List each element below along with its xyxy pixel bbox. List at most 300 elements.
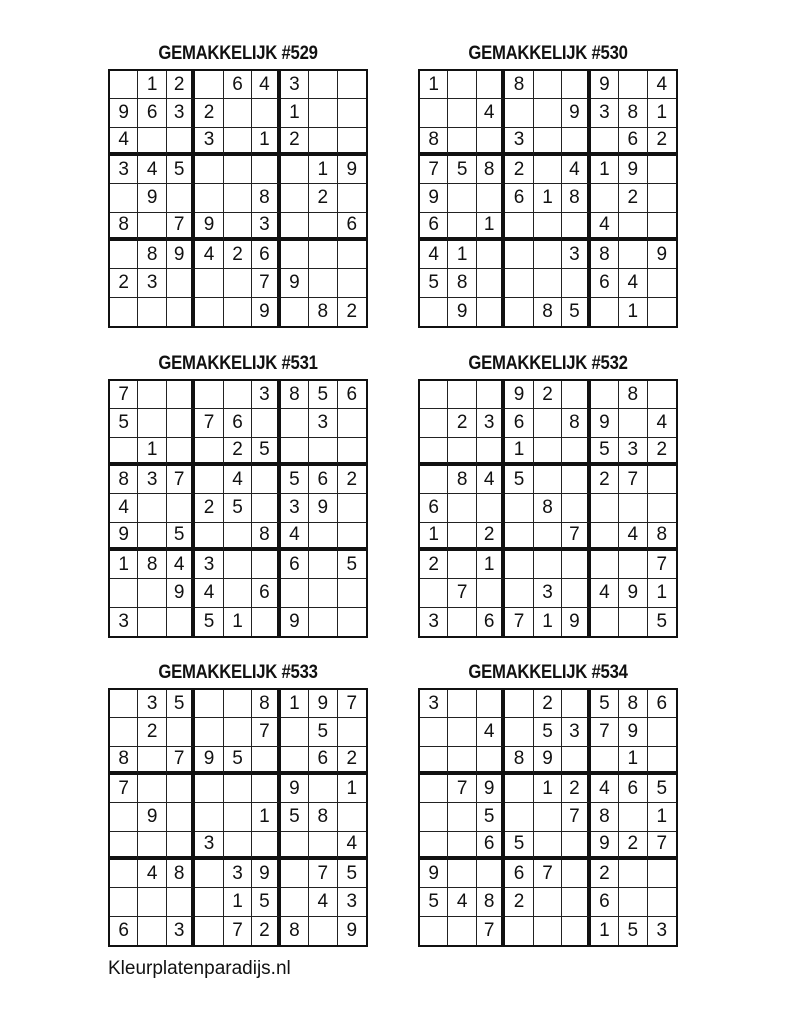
sudoku-cell: 2 [224, 438, 252, 466]
sudoku-cell [138, 747, 166, 775]
sudoku-cell [224, 579, 252, 607]
sudoku-cell: 9 [195, 747, 223, 775]
sudoku-cell [477, 690, 505, 718]
sudoku-cell [477, 71, 505, 99]
sudoku-cell: 3 [534, 579, 562, 607]
sudoku-cell [562, 128, 590, 156]
sudoku-cell [110, 888, 138, 916]
sudoku-cell: 2 [534, 690, 562, 718]
sudoku-cell: 4 [648, 71, 676, 99]
sudoku-cell: 5 [338, 551, 366, 579]
sudoku-cell [281, 438, 309, 466]
sudoku-cell: 9 [338, 156, 366, 184]
sudoku-cell [309, 128, 337, 156]
sudoku-cell: 9 [167, 241, 195, 269]
sudoku-cell [281, 409, 309, 437]
sudoku-cell [534, 71, 562, 99]
sudoku-cell: 8 [167, 860, 195, 888]
sudoku-cell: 9 [420, 184, 448, 212]
sudoku-cell [195, 888, 223, 916]
sudoku-cell: 2 [138, 718, 166, 746]
sudoku-cell [195, 690, 223, 718]
sudoku-cell [338, 128, 366, 156]
sudoku-cell: 8 [619, 99, 647, 127]
sudoku-cell: 5 [505, 832, 533, 860]
sudoku-cell: 7 [338, 690, 366, 718]
puzzle-title: GEMAKKELIJK #533 [158, 662, 318, 683]
sudoku-cell: 2 [195, 494, 223, 522]
sudoku-cell: 1 [138, 438, 166, 466]
sudoku-cell: 3 [619, 438, 647, 466]
sudoku-cell: 2 [505, 156, 533, 184]
sudoku-cell: 6 [591, 269, 619, 297]
sudoku-cell [448, 608, 476, 636]
sudoku-cell: 8 [591, 803, 619, 831]
sudoku-cell: 6 [505, 860, 533, 888]
sudoku-cell [448, 71, 476, 99]
sudoku-grid [108, 379, 368, 638]
sudoku-cell [562, 494, 590, 522]
sudoku-cell [591, 128, 619, 156]
sudoku-cell [338, 718, 366, 746]
puzzle-title: GEMAKKELIJK #534 [468, 662, 628, 683]
sudoku-cell [224, 690, 252, 718]
sudoku-cell: 9 [110, 99, 138, 127]
sudoku-cell [110, 803, 138, 831]
sudoku-cell [448, 494, 476, 522]
sudoku-cell [110, 184, 138, 212]
sudoku-cell [252, 775, 280, 803]
sudoku-cell: 2 [591, 466, 619, 494]
sudoku-cell [224, 775, 252, 803]
sudoku-cell [562, 438, 590, 466]
sudoku-cell: 1 [252, 803, 280, 831]
sudoku-cell: 4 [420, 241, 448, 269]
sudoku-cell [448, 747, 476, 775]
sudoku-cell: 8 [138, 241, 166, 269]
sudoku-cell [448, 381, 476, 409]
sudoku-cell: 6 [110, 917, 138, 945]
sudoku-cell: 7 [648, 551, 676, 579]
sudoku-cell: 3 [110, 156, 138, 184]
sudoku-cell [252, 832, 280, 860]
sudoku-cell [281, 888, 309, 916]
sudoku-cell [648, 298, 676, 326]
sudoku-cell [338, 523, 366, 551]
sudoku-cell: 3 [252, 213, 280, 241]
sudoku-cell [534, 269, 562, 297]
sudoku-cell [562, 551, 590, 579]
sudoku-cell: 7 [477, 917, 505, 945]
sudoku-cell: 9 [477, 775, 505, 803]
sudoku-cell: 6 [252, 241, 280, 269]
sudoku-cell [138, 494, 166, 522]
sudoku-cell: 9 [591, 832, 619, 860]
sudoku-cell: 9 [619, 718, 647, 746]
sudoku-cell: 1 [534, 775, 562, 803]
sudoku-cell [619, 241, 647, 269]
sudoku-cell: 6 [281, 551, 309, 579]
sudoku-cell [420, 99, 448, 127]
sudoku-cell [505, 690, 533, 718]
sudoku-cell: 2 [110, 269, 138, 297]
sudoku-cell [281, 156, 309, 184]
sudoku-cell [505, 523, 533, 551]
sudoku-cell [591, 747, 619, 775]
sudoku-cell [309, 438, 337, 466]
sudoku-cell: 2 [224, 241, 252, 269]
sudoku-cell [167, 718, 195, 746]
sudoku-cell [448, 128, 476, 156]
sudoku-cell: 1 [477, 551, 505, 579]
sudoku-cell: 4 [110, 128, 138, 156]
sudoku-cell [420, 579, 448, 607]
sudoku-cell: 7 [167, 213, 195, 241]
sudoku-cell [338, 494, 366, 522]
sudoku-cell [224, 381, 252, 409]
sudoku-cell [252, 494, 280, 522]
sudoku-cell [110, 71, 138, 99]
sudoku-cell: 9 [420, 860, 448, 888]
sudoku-cell: 4 [619, 269, 647, 297]
sudoku-cell [138, 579, 166, 607]
sudoku-cell: 2 [619, 832, 647, 860]
sudoku-cell [562, 747, 590, 775]
sudoku-cell: 2 [619, 184, 647, 212]
sudoku-cell: 5 [534, 718, 562, 746]
sudoku-cell [420, 917, 448, 945]
sudoku-cell [309, 71, 337, 99]
sudoku-cell [338, 803, 366, 831]
puzzle-title: GEMAKKELIJK #529 [158, 43, 318, 64]
sudoku-cell: 7 [224, 917, 252, 945]
sudoku-cell: 8 [591, 241, 619, 269]
sudoku-cell [448, 438, 476, 466]
sudoku-cell: 8 [110, 466, 138, 494]
sudoku-cell: 7 [167, 466, 195, 494]
sudoku-cell [309, 551, 337, 579]
sudoku-cell [195, 917, 223, 945]
sudoku-cell: 8 [448, 466, 476, 494]
sudoku-cell [338, 608, 366, 636]
sudoku-cell [648, 381, 676, 409]
sudoku-cell [252, 99, 280, 127]
sudoku-cell [252, 466, 280, 494]
sudoku-cell: 7 [534, 860, 562, 888]
sudoku-cell: 2 [648, 128, 676, 156]
sudoku-cell [195, 466, 223, 494]
sudoku-cell: 7 [252, 718, 280, 746]
sudoku-cell: 2 [448, 409, 476, 437]
sudoku-cell [477, 494, 505, 522]
sudoku-cell [562, 832, 590, 860]
sudoku-cell [309, 775, 337, 803]
sudoku-cell: 6 [505, 184, 533, 212]
sudoku-cell [619, 409, 647, 437]
sudoku-cell [477, 747, 505, 775]
sudoku-cell [448, 99, 476, 127]
sudoku-cell: 1 [281, 690, 309, 718]
sudoku-cell: 8 [252, 184, 280, 212]
sudoku-cell [167, 128, 195, 156]
sudoku-cell [420, 747, 448, 775]
sudoku-cell: 9 [346, 920, 358, 942]
sudoku-cell [448, 690, 476, 718]
sudoku-cell: 4 [591, 213, 619, 241]
sudoku-cell: 3 [420, 690, 448, 718]
sudoku-cell [648, 156, 676, 184]
sudoku-cell: 9 [281, 608, 309, 636]
sudoku-cell [562, 860, 590, 888]
sudoku-cell: 3 [591, 99, 619, 127]
sudoku-cell [281, 241, 309, 269]
sudoku-grid [108, 69, 368, 328]
sudoku-cell: 3 [138, 690, 166, 718]
sudoku-cell [448, 213, 476, 241]
sudoku-cell: 9 [195, 213, 223, 241]
sudoku-cell [338, 409, 366, 437]
sudoku-cell: 9 [534, 747, 562, 775]
sudoku-cell [505, 99, 533, 127]
sudoku-cell: 9 [281, 269, 309, 297]
sudoku-grid [108, 688, 368, 947]
sudoku-cell [562, 690, 590, 718]
sudoku-cell [224, 213, 252, 241]
sudoku-cell: 5 [505, 466, 533, 494]
sudoku-cell: 2 [420, 551, 448, 579]
sudoku-cell: 5 [309, 718, 337, 746]
sudoku-cell [505, 494, 533, 522]
sudoku-cell: 8 [534, 494, 562, 522]
sudoku-cell [224, 269, 252, 297]
sudoku-cell [195, 523, 223, 551]
sudoku-cell: 2 [252, 917, 280, 945]
sudoku-cell: 6 [477, 608, 505, 636]
sudoku-cell: 1 [224, 888, 252, 916]
sudoku-cell: 9 [138, 803, 166, 831]
sudoku-cell [420, 438, 448, 466]
sudoku-cell: 4 [252, 71, 280, 99]
sudoku-cell [477, 269, 505, 297]
sudoku-cell: 8 [252, 523, 280, 551]
sudoku-cell [448, 184, 476, 212]
sudoku-cell: 8 [477, 156, 505, 184]
sudoku-cell: 9 [619, 579, 647, 607]
sudoku-cell: 4 [591, 775, 619, 803]
sudoku-cell: 6 [619, 775, 647, 803]
sudoku-cell: 7 [252, 269, 280, 297]
sudoku-cell: 1 [110, 551, 138, 579]
sudoku-cell [338, 99, 366, 127]
sudoku-cell [648, 213, 676, 241]
sudoku-cell [562, 579, 590, 607]
sudoku-cell [281, 213, 309, 241]
sudoku-cell: 9 [505, 381, 533, 409]
sudoku-cell: 7 [195, 409, 223, 437]
sudoku-cell: 1 [338, 775, 366, 803]
sudoku-cell: 6 [477, 832, 505, 860]
sudoku-cell [648, 888, 676, 916]
sudoku-cell: 5 [167, 523, 195, 551]
sudoku-cell [448, 551, 476, 579]
sudoku-cell: 4 [281, 523, 309, 551]
sudoku-cell: 2 [648, 438, 676, 466]
sudoku-cell [420, 718, 448, 746]
sudoku-cell [167, 269, 195, 297]
sudoku-cell: 1 [138, 71, 166, 99]
sudoku-cell [224, 551, 252, 579]
sudoku-cell: 5 [591, 690, 619, 718]
sudoku-cell: 1 [420, 523, 448, 551]
sudoku-cell [420, 298, 448, 326]
sudoku-cell: 5 [167, 156, 195, 184]
sudoku-cell: 6 [420, 213, 448, 241]
sudoku-cell: 6 [591, 888, 619, 916]
sudoku-cell: 6 [309, 747, 337, 775]
sudoku-cell: 1 [648, 803, 676, 831]
sudoku-cell: 5 [656, 611, 668, 633]
sudoku-cell: 9 [591, 71, 619, 99]
sudoku-cell [505, 298, 533, 326]
sudoku-cell: 8 [309, 803, 337, 831]
sudoku-cell [252, 551, 280, 579]
sudoku-cell: 4 [167, 551, 195, 579]
sudoku-cell: 3 [252, 381, 280, 409]
sudoku-cell [138, 213, 166, 241]
sudoku-cell [562, 269, 590, 297]
sudoku-cell [110, 860, 138, 888]
sudoku-cell: 1 [648, 99, 676, 127]
sudoku-cell: 2 [534, 381, 562, 409]
sudoku-cell [505, 269, 533, 297]
sudoku-cell [309, 269, 337, 297]
sudoku-cell [505, 213, 533, 241]
sudoku-cell [648, 269, 676, 297]
sudoku-cell [477, 241, 505, 269]
sudoku-cell [338, 241, 366, 269]
sudoku-cell: 2 [346, 301, 358, 323]
sudoku-cell: 4 [648, 409, 676, 437]
sudoku-cell [309, 608, 337, 636]
sudoku-cell [167, 494, 195, 522]
sudoku-cell [448, 917, 476, 945]
sudoku-cell: 9 [138, 184, 166, 212]
sudoku-cell [448, 523, 476, 551]
sudoku-cell: 5 [224, 494, 252, 522]
sudoku-cell: 4 [195, 579, 223, 607]
sudoku-cell: 8 [448, 269, 476, 297]
sudoku-cell [281, 747, 309, 775]
sudoku-cell: 3 [195, 128, 223, 156]
sudoku-cell: 7 [505, 608, 533, 636]
sudoku-cell [195, 298, 223, 326]
sudoku-cell: 2 [281, 128, 309, 156]
sudoku-cell: 8 [420, 128, 448, 156]
sudoku-cell [224, 156, 252, 184]
sudoku-cell [448, 832, 476, 860]
sudoku-cell [167, 803, 195, 831]
sudoku-cell: 1 [505, 438, 533, 466]
sudoku-cell [591, 381, 619, 409]
sudoku-cell [505, 241, 533, 269]
sudoku-cell: 9 [252, 298, 280, 326]
sudoku-cell [562, 381, 590, 409]
sudoku-cell: 7 [110, 381, 138, 409]
sudoku-grid [418, 69, 678, 328]
sudoku-cell: 2 [477, 523, 505, 551]
sudoku-cell: 1 [281, 99, 309, 127]
sudoku-cell [224, 128, 252, 156]
sudoku-cell [167, 298, 195, 326]
sudoku-cell [110, 579, 138, 607]
sudoku-cell [309, 99, 337, 127]
sudoku-cell: 6 [338, 381, 366, 409]
sudoku-cell: 5 [252, 888, 280, 916]
sudoku-cell: 3 [224, 860, 252, 888]
sudoku-cell [110, 690, 138, 718]
sudoku-cell [591, 494, 619, 522]
sudoku-cell: 5 [224, 747, 252, 775]
sudoku-cell: 2 [338, 747, 366, 775]
sudoku-cell: 8 [309, 298, 337, 326]
sudoku-cell: 9 [309, 690, 337, 718]
sudoku-cell: 3 [167, 99, 195, 127]
sudoku-cell: 7 [562, 803, 590, 831]
sudoku-cell [619, 860, 647, 888]
sudoku-cell: 5 [338, 860, 366, 888]
sudoku-cell [338, 579, 366, 607]
sudoku-cell [224, 523, 252, 551]
sudoku-cell: 3 [195, 551, 223, 579]
sudoku-cell: 9 [448, 298, 476, 326]
sudoku-cell [224, 803, 252, 831]
sudoku-cell [477, 438, 505, 466]
sudoku-cell [477, 184, 505, 212]
sudoku-cell: 7 [562, 523, 590, 551]
sudoku-cell [534, 832, 562, 860]
sudoku-cell [224, 184, 252, 212]
sudoku-cell [619, 803, 647, 831]
sudoku-cell [167, 832, 195, 860]
sudoku-cell [505, 917, 533, 945]
sudoku-cell [648, 718, 676, 746]
sudoku-cell: 3 [138, 269, 166, 297]
sudoku-cell: 8 [534, 298, 562, 326]
sudoku-cell [534, 888, 562, 916]
sudoku-cell [224, 99, 252, 127]
sudoku-cell [477, 579, 505, 607]
sudoku-cell [648, 860, 676, 888]
sudoku-cell [619, 551, 647, 579]
puzzle-title: GEMAKKELIJK #530 [468, 43, 628, 64]
sudoku-cell [138, 523, 166, 551]
sudoku-cell [591, 298, 619, 326]
sudoku-cell: 5 [420, 888, 448, 916]
sudoku-cell: 3 [505, 128, 533, 156]
sudoku-cell [534, 156, 562, 184]
sudoku-cell [138, 608, 166, 636]
sudoku-cell: 1 [591, 156, 619, 184]
sudoku-cell: 4 [110, 494, 138, 522]
sudoku-cell: 6 [338, 213, 366, 241]
sudoku-cell: 4 [138, 156, 166, 184]
sudoku-cell: 3 [309, 409, 337, 437]
sudoku-cell: 7 [448, 579, 476, 607]
sudoku-cell: 8 [619, 381, 647, 409]
sudoku-cell [195, 156, 223, 184]
sudoku-cell [420, 409, 448, 437]
sudoku-cell: 1 [534, 608, 562, 636]
